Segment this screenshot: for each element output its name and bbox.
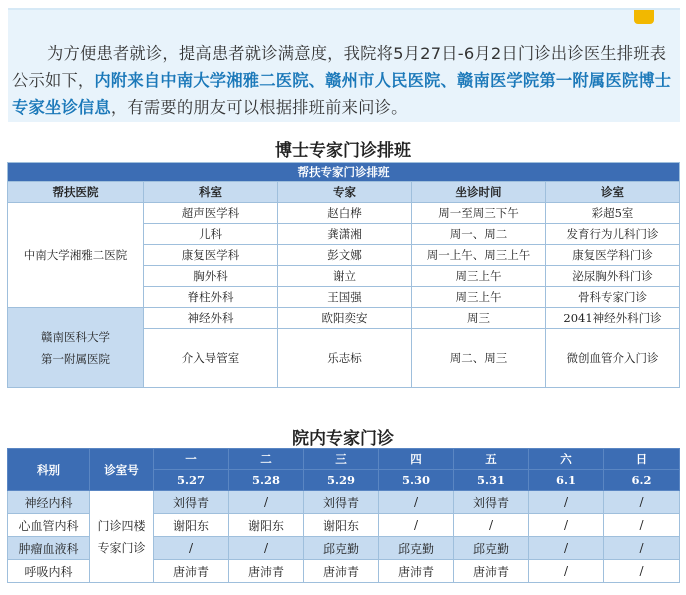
time-cell: 周一上午、周三上午: [412, 245, 546, 266]
dept-cell: 呼吸内科: [8, 560, 90, 583]
doctor-schedule-table: [7, 162, 680, 388]
header-time: 坐诊时间: [412, 182, 546, 203]
hospital-cell: 中南大学湘雅二医院: [8, 203, 144, 308]
schedule-cell: 唐沛青: [379, 560, 454, 583]
schedule-cell: 刘得青: [154, 491, 229, 514]
room-cell: 2041神经外科门诊: [546, 308, 680, 329]
dept-cell: 心血管内科: [8, 514, 90, 537]
expert-cell: 欧阳奕安: [278, 308, 412, 329]
schedule-cell: /: [229, 491, 304, 514]
schedule-cell: /: [529, 537, 604, 560]
notice-highlight: 内附来自中南大学湘雅二医院、赣州市人民医院、赣南医学院第一附属医院博士专家坐诊信息: [12, 71, 672, 117]
dept-cell: 神经外科: [144, 308, 278, 329]
room-cell: 发育行为儿科门诊: [546, 224, 680, 245]
header-date: 5.30: [379, 470, 454, 491]
schedule-cell: 邱克勤: [304, 537, 379, 560]
room-cell: 彩超5室: [546, 203, 680, 224]
header-date: 5.27: [154, 470, 229, 491]
schedule-cell: 邱克勤: [454, 537, 529, 560]
header-date: 6.2: [604, 470, 680, 491]
schedule-cell: 唐沛青: [154, 560, 229, 583]
expert-cell: 龚潇湘: [278, 224, 412, 245]
header-date: 5.31: [454, 470, 529, 491]
notice-text-before: 为方便患者就诊，提高患者就诊满意度，我院将5月27日-6月2日门诊出诊医生排班表公示如下，: [12, 44, 667, 90]
internal-section-title: 院内专家门诊: [292, 429, 394, 449]
header-day: 一: [154, 449, 229, 470]
schedule-cell: 谢阳东: [154, 514, 229, 537]
time-cell: 周三: [412, 308, 546, 329]
header-room: 诊室: [546, 182, 680, 203]
quote-badge-icon: [634, 10, 654, 24]
header-hospital: 帮扶医院: [8, 182, 144, 203]
room-cell: [90, 491, 154, 583]
dept-cell: 神经内科: [8, 491, 90, 514]
room-cell: 骨科专家门诊: [546, 287, 680, 308]
time-cell: 周三上午: [412, 287, 546, 308]
expert-cell: 王国强: [278, 287, 412, 308]
schedule-cell: /: [604, 514, 680, 537]
schedule-cell: /: [154, 537, 229, 560]
room-label: 门诊四楼专家门诊: [97, 518, 146, 555]
header-day: 四: [379, 449, 454, 470]
header-day: 五: [454, 449, 529, 470]
header-day: 日: [604, 449, 680, 470]
header-dept: 科室: [144, 182, 278, 203]
dept-cell: 肿瘤血液科: [8, 537, 90, 560]
room-cell: 微创血管介入门诊: [546, 329, 680, 388]
schedule-cell: 谢阳东: [304, 514, 379, 537]
header-day: 三: [304, 449, 379, 470]
hospital-name: 赣南医科大学第一附属医院: [41, 329, 110, 366]
dept-cell: 胸外科: [144, 266, 278, 287]
expert-cell: 谢立: [278, 266, 412, 287]
dept-cell: 儿科: [144, 224, 278, 245]
schedule-cell: /: [229, 537, 304, 560]
schedule-cell: /: [604, 560, 680, 583]
notice-text-after: ，有需要的朋友可以根据排班前来问诊。: [110, 98, 408, 117]
time-cell: 周二、周三: [412, 329, 546, 388]
schedule-cell: /: [454, 514, 529, 537]
doctor-table-title: 帮扶专家门诊排班: [8, 163, 680, 182]
header-dept: 科别: [8, 449, 90, 491]
time-cell: 周一至周三下午: [412, 203, 546, 224]
expert-cell: 彭文娜: [278, 245, 412, 266]
notice-box: [8, 8, 680, 122]
time-cell: 周一、周二: [412, 224, 546, 245]
schedule-cell: /: [379, 514, 454, 537]
schedule-cell: /: [529, 560, 604, 583]
dept-cell: 脊柱外科: [144, 287, 278, 308]
schedule-cell: 刘得青: [454, 491, 529, 514]
expert-cell: 乐志标: [278, 329, 412, 388]
room-cell: 康复医学科门诊: [546, 245, 680, 266]
schedule-cell: 谢阳东: [229, 514, 304, 537]
schedule-cell: 唐沛青: [304, 560, 379, 583]
dept-cell: 超声医学科: [144, 203, 278, 224]
dept-cell: 康复医学科: [144, 245, 278, 266]
schedule-cell: /: [604, 537, 680, 560]
header-expert: 专家: [278, 182, 412, 203]
schedule-cell: 唐沛青: [229, 560, 304, 583]
dept-cell: 介入导管室: [144, 329, 278, 388]
time-cell: 周三上午: [412, 266, 546, 287]
header-day: 二: [229, 449, 304, 470]
schedule-cell: /: [604, 491, 680, 514]
header-day: 六: [529, 449, 604, 470]
doctor-section-title: 博士专家门诊排班: [275, 141, 411, 161]
header-date: 5.28: [229, 470, 304, 491]
schedule-cell: /: [529, 514, 604, 537]
notice-text: [12, 40, 676, 121]
schedule-cell: 刘得青: [304, 491, 379, 514]
header-date: 5.29: [304, 470, 379, 491]
room-cell: 泌尿胸外科门诊: [546, 266, 680, 287]
schedule-cell: 邱克勤: [379, 537, 454, 560]
schedule-cell: /: [379, 491, 454, 514]
schedule-cell: 唐沛青: [454, 560, 529, 583]
header-date: 6.1: [529, 470, 604, 491]
header-room: 诊室号: [90, 449, 154, 491]
hospital-cell: [8, 308, 144, 388]
internal-schedule-table: [7, 448, 680, 583]
schedule-cell: /: [529, 491, 604, 514]
expert-cell: 赵白桦: [278, 203, 412, 224]
